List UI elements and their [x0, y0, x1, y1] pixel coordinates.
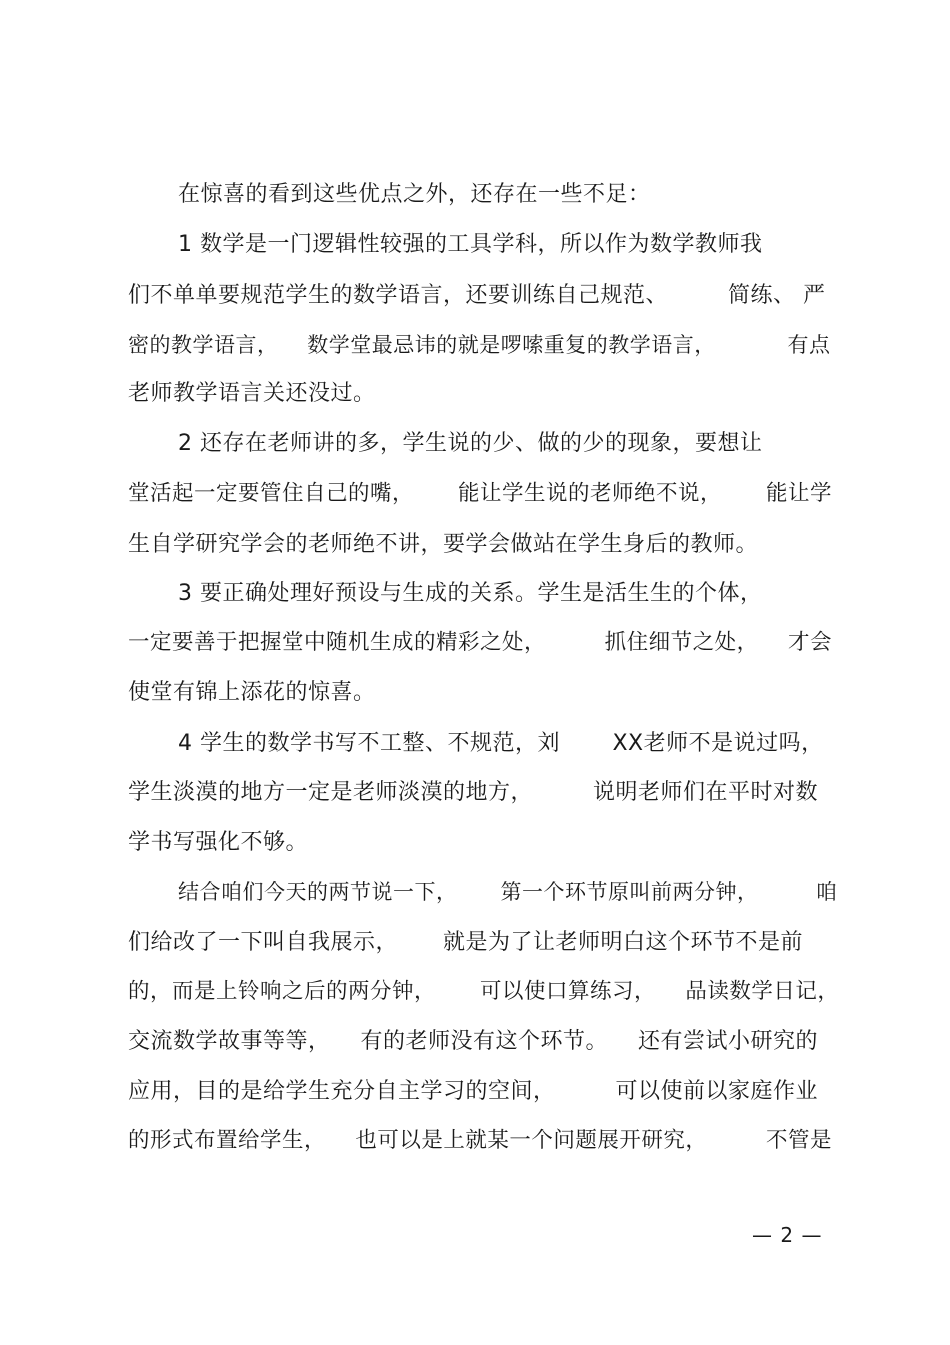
- paragraph-4-line-3: 使堂有锦上添花的惊喜。: [128, 680, 376, 705]
- paragraph-2-line-4: 老师教学语言关还没过。: [128, 381, 376, 406]
- paragraph-5-line-3: 学书写强化不够。: [128, 830, 309, 855]
- paragraph-5-line-2: 学生淡漠的地方一定是老师淡漠的地方， 说明老师们在平时对数: [128, 780, 818, 805]
- paragraph-2-line-2: 们不单单要规范学生的数学语言，还要训练自己规范、 简练、 严: [128, 283, 826, 308]
- paragraph-3-line-3: 生自学研究学会的老师绝不讲，要学会做站在学生身后的教师。: [128, 532, 759, 557]
- paragraph-6-line-6: 的形式布置给学生， 也可以是上就某一个问题展开研究， 不管是: [128, 1128, 833, 1153]
- paragraph-6-line-5: 应用，目的是给学生充分自主学习的空间， 可以使前以家庭作业: [128, 1079, 818, 1104]
- paragraph-3-line-2: 堂活起一定要管住自己的嘴， 能让学生说的老师绝不说， 能让学: [128, 481, 833, 506]
- paragraph-6-line-3: 的，而是上铃响之后的两分钟， 可以使口算练习， 品读数学日记，: [128, 979, 840, 1004]
- paragraph-1-line-1: 在惊喜的看到这些优点之外，还存在一些不足：: [178, 182, 651, 207]
- page-number: — 2 —: [752, 1223, 823, 1247]
- paragraph-2-line-3: 密的教学语言， 数学堂最忌讳的就是啰嗦重复的教学语言， 有点: [128, 333, 831, 357]
- paragraph-5-line-1: 4 学生的数学书写不工整、不规范，刘 XX老师不是说过吗，: [178, 731, 824, 756]
- paragraph-3-line-1: 2 还存在老师讲的多，学生说的少、做的少的现象，要想让: [178, 431, 763, 456]
- paragraph-6-line-4: 交流数学故事等等， 有的老师没有这个环节。 还有尝试小研究的: [128, 1029, 818, 1054]
- paragraph-4-line-1: 3 要正确处理好预设与生成的关系。学生是活生生的个体，: [178, 581, 763, 606]
- paragraph-6-line-2: 们给改了一下叫自我展示， 就是为了让老师明白这个环节不是前: [128, 930, 803, 955]
- paragraph-4-line-2: 一定要善于把握堂中随机生成的精彩之处， 抓住细节之处， 才会: [128, 630, 833, 655]
- paragraph-2-line-1: 1 数学是一门逻辑性较强的工具学科，所以作为数学教师我: [178, 232, 763, 257]
- paragraph-6-line-1: 结合咱们今天的两节说一下， 第一个环节原叫前两分钟， 咱: [178, 880, 838, 904]
